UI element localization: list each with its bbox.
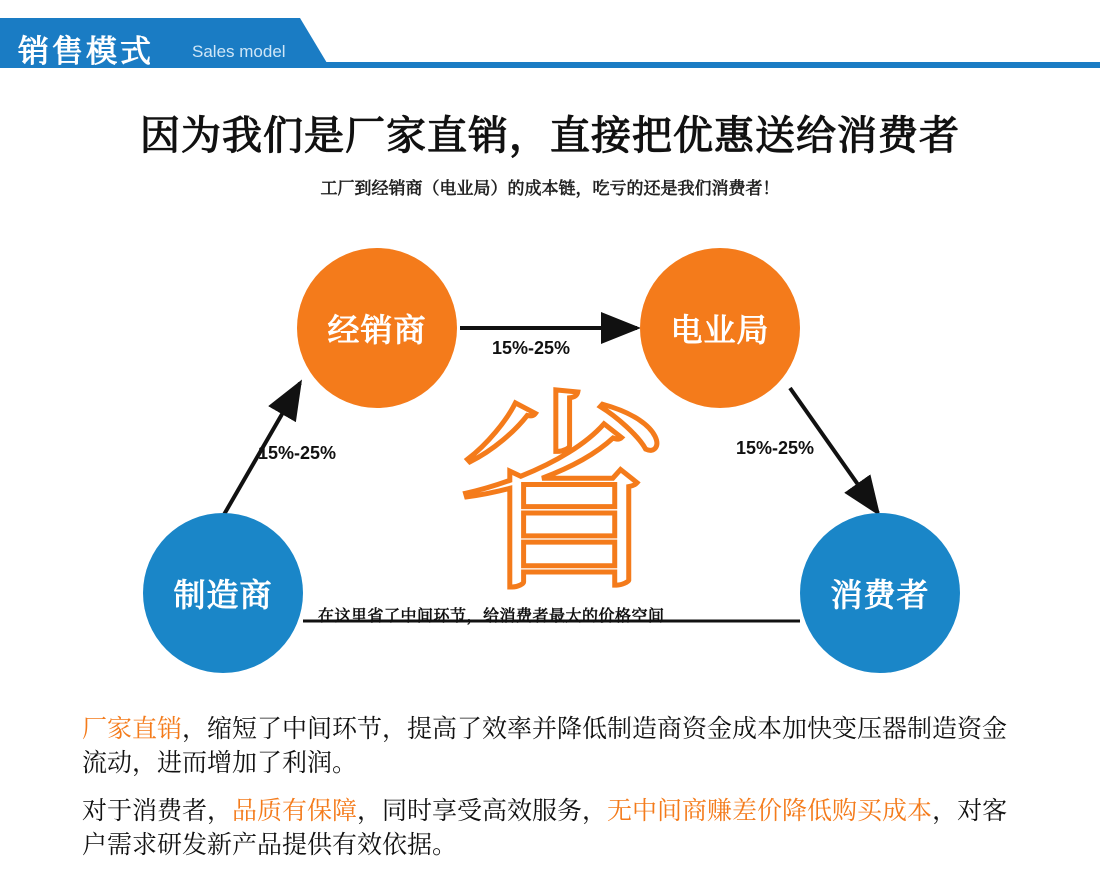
node-power-bureau[interactable]: 电业局 — [640, 248, 800, 408]
edge-label-power-to-consumer: 15%-25% — [736, 438, 815, 458]
node-dealer[interactable]: 经销商 — [297, 248, 457, 408]
note-highlight-direct-sales: 厂家直销 — [82, 715, 183, 743]
note-paragraph-2 — [82, 794, 1022, 862]
note-paragraph-2-b: ，同时享受高效服务， — [357, 797, 608, 825]
page-title: 因为我们是厂家直销，直接把优惠送给消费者 — [140, 113, 960, 158]
header-title-en: Sales model — [192, 42, 286, 61]
note-paragraph-1-rest: ，缩短了中间环节，提高了效率并降低制造商资金成本加快变压器制造资金流动，进而增加了利润。 — [82, 715, 1008, 777]
page-header — [0, 0, 1100, 74]
edge-label-dealer-to-power: 15%-25% — [492, 338, 571, 358]
edge-label-maker-to-consumer: 在这里省了中间环节，给消费者最大的价格空间 — [318, 608, 665, 625]
header-title-cn: 销售模式 — [18, 34, 154, 69]
note-paragraph-1 — [82, 712, 1022, 780]
sales-flow-diagram — [0, 228, 1100, 698]
center-character: 省 — [455, 375, 670, 616]
note-highlight-quality: 品质有保障 — [232, 797, 358, 825]
edge-label-maker-to-dealer: 15%-25% — [258, 443, 337, 463]
node-manufacturer[interactable]: 制造商 — [143, 513, 303, 673]
note-paragraph-2-c: ，对客户需求研发新产品提供有效依据。 — [82, 797, 1008, 859]
note-paragraph-2-a: 对于消费者， — [82, 797, 233, 825]
page-subtitle: 工厂到经销商（电业局）的成本链，吃亏的还是我们消费者！ — [320, 179, 780, 198]
node-consumer[interactable]: 消费者 — [800, 513, 960, 673]
notes-section — [82, 712, 1022, 876]
note-highlight-no-middleman: 无中间商赚差价降低购买成本 — [607, 797, 933, 825]
